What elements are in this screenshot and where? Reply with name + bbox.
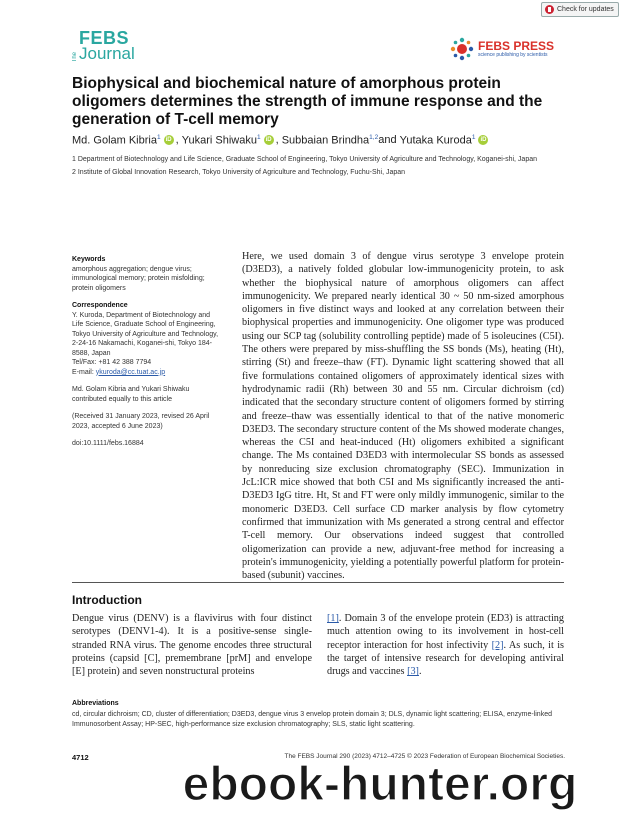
author-name: Subbaian Brindha	[281, 134, 370, 147]
press-tagline: science publishing by scientists	[478, 52, 548, 58]
section-divider	[72, 582, 564, 583]
introduction-right-column	[327, 612, 564, 678]
page-number: 4712	[72, 753, 89, 762]
author-1[interactable]	[72, 134, 161, 147]
email-link[interactable]: ykuroda@cc.tuat.ac.jp	[95, 368, 166, 376]
affiliation-1: 1 Department of Biotechnology and Life Science, Graduate School of Engineering, Tokyo University of Agriculture and Technology, Koganei-shi, Japan	[72, 156, 538, 163]
abbreviations-text: cd, circular dichroism; CD, cluster of differentiation; D3ED3, dengue virus 3 envelop protein domain 3; DLS, dynamic light scattering; ELISA, enzyme-linked Immunosorbent Assay; HP-SEC, high-performance size exclusion chromatography; SLS, static light scattering.	[72, 711, 552, 728]
author-affil-sup: 1,2	[369, 134, 379, 141]
orcid-icon[interactable]: iD	[265, 137, 272, 144]
check-for-updates-button[interactable]	[541, 2, 619, 17]
affiliation-2: 2 Institute of Global Innovation Research, Tokyo University of Agriculture and Technology, Fuchu-Shi, Japan	[72, 169, 406, 176]
author-sep: ,	[175, 134, 179, 147]
author-sep: ,	[275, 134, 279, 147]
febs-press-mark-icon	[450, 37, 474, 61]
author-3[interactable]	[282, 134, 379, 147]
received-dates: (Received 31 January 2023, revised 26 April 2023, accepted 6 June 2023)	[72, 413, 210, 430]
keywords-heading: Keywords	[72, 256, 106, 263]
journal-logo-journal: Journal	[79, 44, 135, 63]
author-affil-sup: 1	[471, 134, 476, 141]
abbreviations-heading: Abbreviations	[72, 700, 119, 707]
intro-text: .	[418, 666, 422, 678]
article-title: Biophysical and biochemical nature of amorphous protein oligomers determines the strength of immune response and the generation of T-cell memory	[72, 75, 543, 128]
author-2[interactable]	[182, 134, 261, 147]
correspondence-tel: Tel/Fax: +81 42 388 7794	[72, 359, 152, 366]
orcid-icon[interactable]: iD	[165, 137, 172, 144]
journal-footer: The FEBS Journal 290 (2023) 4712–4725 © 2023 Federation of European Biochemical Societies.	[284, 753, 565, 760]
journal-logo-the: The	[72, 51, 78, 62]
abstract: Here, we used domain 3 of dengue virus serotype 3 envelope protein (D3ED3), a natively folded globular low-immunogenicity protein, to ask whether the biophysical nature of amorphous oligomers can affect immunogenicity. We prepared nearly identical 30 ~ 50 nm-sized amorphous oligomers in five distinct ways and looked at any correlation between their biophysical properties and immunogenicity. One oligomer type was produced using our SCP tag (solubility controlling peptide) made of 5 isoleucines (C5I). The others were prepared by miss-shuffling the SS bonds (Ms), heating (Ht), stirring (St) and freeze–thaw (FT). Dynamic light scattering showed that all five formulations contained oligomers of approximately identical sizes with hydrodynamic radii (Rh) between 30 and 55 nm. Circular dichroism (cd) indicated that the secondary structure content of oligomers formed by stirring and freeze–thaw was essentially identical to that of the native monomeric D3ED3. The secondary structure content of the Ms showed moderate changes, whereas the C5I and heat-induced (Ht) oligomers exhibited a significant change. The Ms contained D3ED3 with intermolecular SS bonds as assessed by nonreducing size exclusion chromatography (SEC). Immunization in JcL:ICR mice showed that both C5I and Ms significantly increased the anti-D3ED3 IgG titre. Ht, St and FT were only mildly immunogenic, similar to the monomeric D3ED3. Cell surface CD marker analysis by flow cytometry confirmed that immunization with Ms generated a strong central and effector T-cell memory. Our observations indeed suggest that controlled oligomerization can provide a new, adjuvant-free method for increasing a protein's immunogenicity, yielding a potentially powerful platform for protein-based (subunit) vaccines.	[242, 251, 564, 582]
intro-text: . As such, it is the target of intensive research for developing antiviral drugs and vaccines	[327, 639, 564, 678]
crossmark-icon	[545, 5, 554, 14]
febs-press-logo	[450, 37, 554, 61]
reference-link-1[interactable]: [1]	[327, 613, 339, 624]
introduction-heading: Introduction	[72, 593, 142, 607]
author-name: Yutaka Kuroda	[399, 134, 472, 147]
author-name: Md. Golam Kibria	[72, 134, 157, 147]
author-name: Yukari Shiwaku	[181, 134, 257, 147]
keywords-text: amorphous aggregation; dengue virus; immunological memory; protein misfolding; protein oligomers	[72, 265, 205, 292]
intro-text: . Domain 3 of the envelope protein (ED3) is attracting much attention owing to its involvement in host-cell receptor interaction for host infectivity	[327, 613, 564, 651]
author-affil-sup: 1	[256, 134, 261, 141]
article-sidebar	[72, 255, 222, 457]
correspondence-email-row	[72, 368, 222, 378]
orcid-icon[interactable]: iD	[480, 137, 487, 144]
reference-link-3[interactable]: [3]	[407, 666, 419, 678]
affiliations	[72, 155, 572, 181]
introduction-left-column: Dengue virus (DENV) is a flavivirus with four distinct serotypes (DENV1-4). It is a positive-sense single-stranded RNA virus. The genome encodes three structural proteins (capsid [C], premembrane [prM] and envelope [E] protein) and seven nonstructural proteins	[72, 613, 312, 678]
email-label: E-mail:	[72, 368, 96, 376]
check-for-updates-label: Check for updates	[557, 6, 614, 13]
journal-logo-febs: FEBS	[79, 28, 130, 48]
doi[interactable]: doi:10.1111/febs.16884	[72, 440, 144, 447]
watermark-text: ebook-hunter.org	[182, 758, 578, 811]
journal-logo	[72, 28, 135, 62]
correspondence-address: Y. Kuroda, Department of Biotechnology and Life Science, Graduate School of Engineering, Tokyo University of Agriculture and Technology, 2-24-16 Nakamachi, Koganei-shi, Tokyo 184-8588, Japan	[72, 311, 219, 357]
press-name: FEBS PRESS	[478, 39, 555, 53]
watermark	[145, 756, 615, 812]
correspondence-heading: Correspondence	[72, 302, 128, 309]
author-affil-sup: 1	[156, 134, 161, 141]
equal-contribution-note: Md. Golam Kibria and Yukari Shiwaku contributed equally to this article	[72, 386, 190, 403]
author-4[interactable]	[400, 134, 476, 147]
author-list	[72, 134, 592, 147]
reference-link-2[interactable]: [2]	[491, 639, 504, 651]
author-sep: and	[378, 134, 397, 147]
